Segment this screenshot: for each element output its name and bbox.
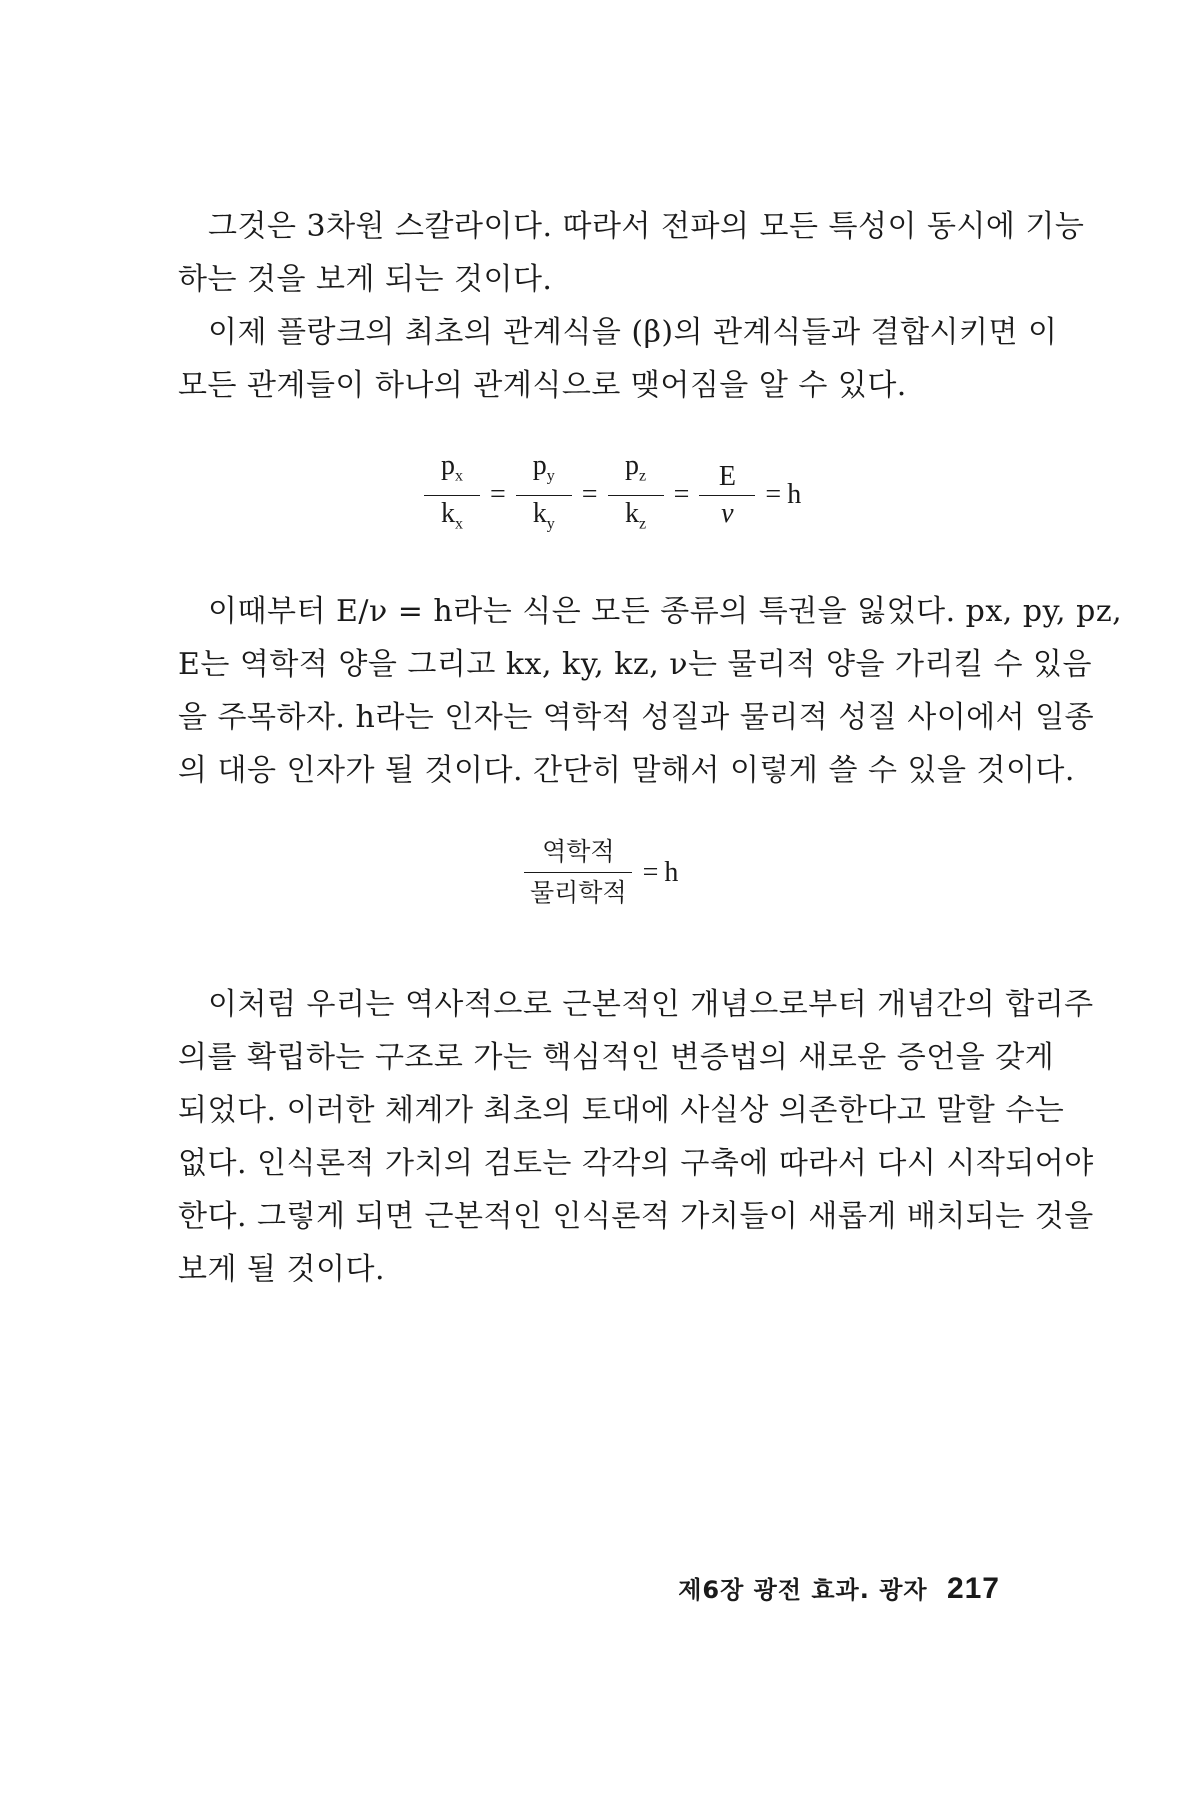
text-line: 하는 것을 보게 되는 것이다. [178,262,553,297]
text-line: 이제 플랑크의 최초의 관계식을 (β)의 관계식들과 결합시키면 이 [208,315,1058,350]
text-line: 의를 확립하는 구조로 가는 핵심적인 변증법의 새로운 증언을 갖게 [178,1040,1055,1075]
page-footer [678,1570,1000,1606]
fraction-mechanical-over-physical: $\frac{\text{역학적}}{\text{물리학적}}$ [524,832,633,913]
equals-sign: = [673,479,690,510]
chapter-title: 제6장 광전 효과. 광자 [678,1576,928,1604]
fraction-e-nu: $\frac{E}{\nu}$ [699,459,755,532]
text-line: 의 대응 인자가 될 것이다. 간단히 말해서 이렇게 쓸 수 있을 것이다. [178,753,1075,788]
text-line: 그것은 3차원 스칼라이다. 따라서 전파의 모든 특성이 동시에 기능 [208,209,1085,244]
planck-constant-h: h [664,856,679,888]
equals-sign: = [765,479,782,510]
planck-constant-h: h [787,479,802,510]
text-line: 모든 관계들이 하나의 관계식으로 맺어짐을 알 수 있다. [178,368,907,403]
equation-momentum-wavevector [420,450,801,540]
text-line: 보게 될 것이다. [178,1252,385,1287]
text-line: E는 역학적 양을 그리고 kx, ky, kz, ν는 물리적 양을 가리킬 수 있음 [178,647,1092,682]
fraction-px-kx: $\frac{p_x}{k_x}$ [424,448,480,542]
text-line: 한다. 그렇게 되면 근본적인 인식론적 가치들이 새롭게 배치되는 것을 [178,1199,1094,1234]
equals-sign: = [642,856,659,888]
paragraph-3 [178,585,1123,797]
paragraph-1 [178,200,1085,306]
text-line: 되었다. 이러한 체계가 최초의 토대에 사실상 의존한다고 말할 수는 [178,1093,1065,1128]
text-line: 을 주목하자. h라는 인자는 역학적 성질과 물리적 성질 사이에서 일종 [178,700,1095,735]
text-line: 이처럼 우리는 역사적으로 근본적인 개념으로부터 개념간의 합리주 [208,987,1094,1022]
text-line: 이때부터 E/ν = h라는 식은 모든 종류의 특권을 잃었다. px, py, pz, [208,594,1123,629]
text-line: 없다. 인식론적 가치의 검토는 각각의 구축에 따라서 다시 시작되어야 [178,1146,1094,1181]
fraction-pz-kz: $\frac{p_z}{k_z}$ [608,448,664,542]
page-number: 217 [946,1572,1000,1605]
fraction-py-ky: $\frac{p_y}{k_y}$ [516,448,572,542]
paragraph-4 [178,978,1094,1296]
equation-mechanical-physical [520,832,678,913]
equals-sign: = [581,479,598,510]
paragraph-2 [178,306,1058,412]
equals-sign: = [490,479,506,510]
